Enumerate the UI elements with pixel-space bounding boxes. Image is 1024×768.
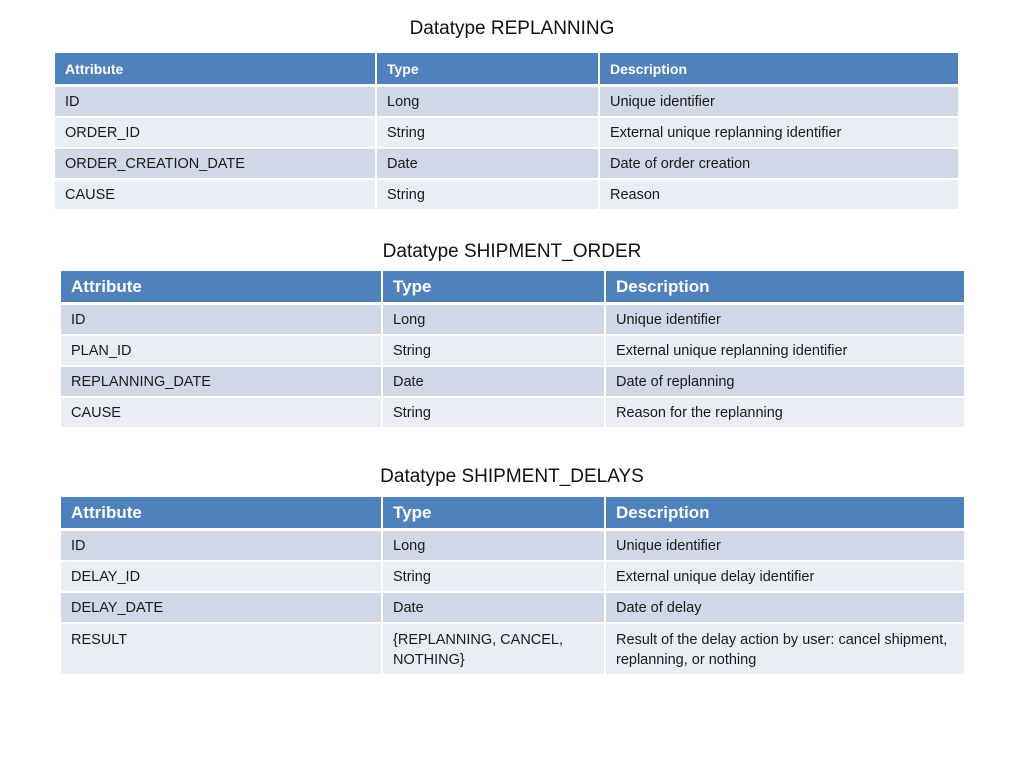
column-header-description: Description	[600, 53, 958, 87]
cell-type: Date	[383, 367, 606, 398]
cell-type: String	[377, 180, 600, 211]
cell-description: External unique replanning identifier	[600, 118, 958, 149]
cell-description: External unique replanning identifier	[606, 336, 964, 367]
cell-attribute: ORDER_ID	[55, 118, 377, 149]
cell-description: Reason	[600, 180, 958, 211]
table-header-row	[61, 271, 964, 305]
cell-attribute: ID	[61, 305, 383, 336]
cell-type: Long	[377, 87, 600, 118]
cell-description: Reason for the replanning	[606, 398, 964, 429]
cell-description: Date of delay	[606, 593, 964, 624]
table-row	[55, 118, 958, 149]
cell-attribute: REPLANNING_DATE	[61, 367, 383, 398]
cell-type: Long	[383, 305, 606, 336]
table-row	[61, 367, 964, 398]
table-row	[61, 593, 964, 624]
cell-attribute: ID	[55, 87, 377, 118]
cell-type: Long	[383, 531, 606, 562]
table-row	[55, 180, 958, 211]
shipment-delays-title: Datatype SHIPMENT_DELAYS	[380, 466, 644, 487]
column-header-type: Type	[383, 271, 606, 305]
cell-type: String	[377, 118, 600, 149]
cell-attribute: DELAY_ID	[61, 562, 383, 593]
replanning-table	[55, 53, 958, 211]
column-header-attribute: Attribute	[61, 271, 383, 305]
table-row	[61, 624, 964, 676]
table-row	[61, 398, 964, 429]
column-header-description: Description	[606, 497, 964, 531]
cell-type: Date	[383, 593, 606, 624]
cell-attribute: CAUSE	[55, 180, 377, 211]
table-row	[61, 562, 964, 593]
table-row	[55, 87, 958, 118]
column-header-attribute: Attribute	[61, 497, 383, 531]
cell-type: {REPLANNING, CANCEL, NOTHING}	[383, 624, 606, 676]
table-header-row	[55, 53, 958, 87]
replanning-title: Datatype REPLANNING	[409, 18, 615, 39]
table-row	[61, 305, 964, 336]
cell-type: String	[383, 562, 606, 593]
cell-attribute: CAUSE	[61, 398, 383, 429]
table-row	[61, 531, 964, 562]
cell-attribute: PLAN_ID	[61, 336, 383, 367]
cell-description: Unique identifier	[606, 305, 964, 336]
shipment-delays-table	[61, 497, 964, 676]
cell-type: String	[383, 398, 606, 429]
table-row	[61, 336, 964, 367]
cell-description: External unique delay identifier	[606, 562, 964, 593]
cell-type: String	[383, 336, 606, 367]
column-header-type: Type	[383, 497, 606, 531]
cell-description: Result of the delay action by user: cancel shipment, replanning, or nothing	[606, 624, 964, 676]
table-header-row	[61, 497, 964, 531]
cell-attribute: DELAY_DATE	[61, 593, 383, 624]
shipment-order-table	[61, 271, 964, 429]
cell-description: Unique identifier	[600, 87, 958, 118]
column-header-description: Description	[606, 271, 964, 305]
cell-attribute: ID	[61, 531, 383, 562]
cell-attribute: ORDER_CREATION_DATE	[55, 149, 377, 180]
column-header-attribute: Attribute	[55, 53, 377, 87]
table-row	[55, 149, 958, 180]
cell-attribute: RESULT	[61, 624, 383, 676]
cell-description: Date of replanning	[606, 367, 964, 398]
cell-description: Unique identifier	[606, 531, 964, 562]
cell-type: Date	[377, 149, 600, 180]
shipment-order-title: Datatype SHIPMENT_ORDER	[382, 241, 642, 262]
column-header-type: Type	[377, 53, 600, 87]
cell-description: Date of order creation	[600, 149, 958, 180]
